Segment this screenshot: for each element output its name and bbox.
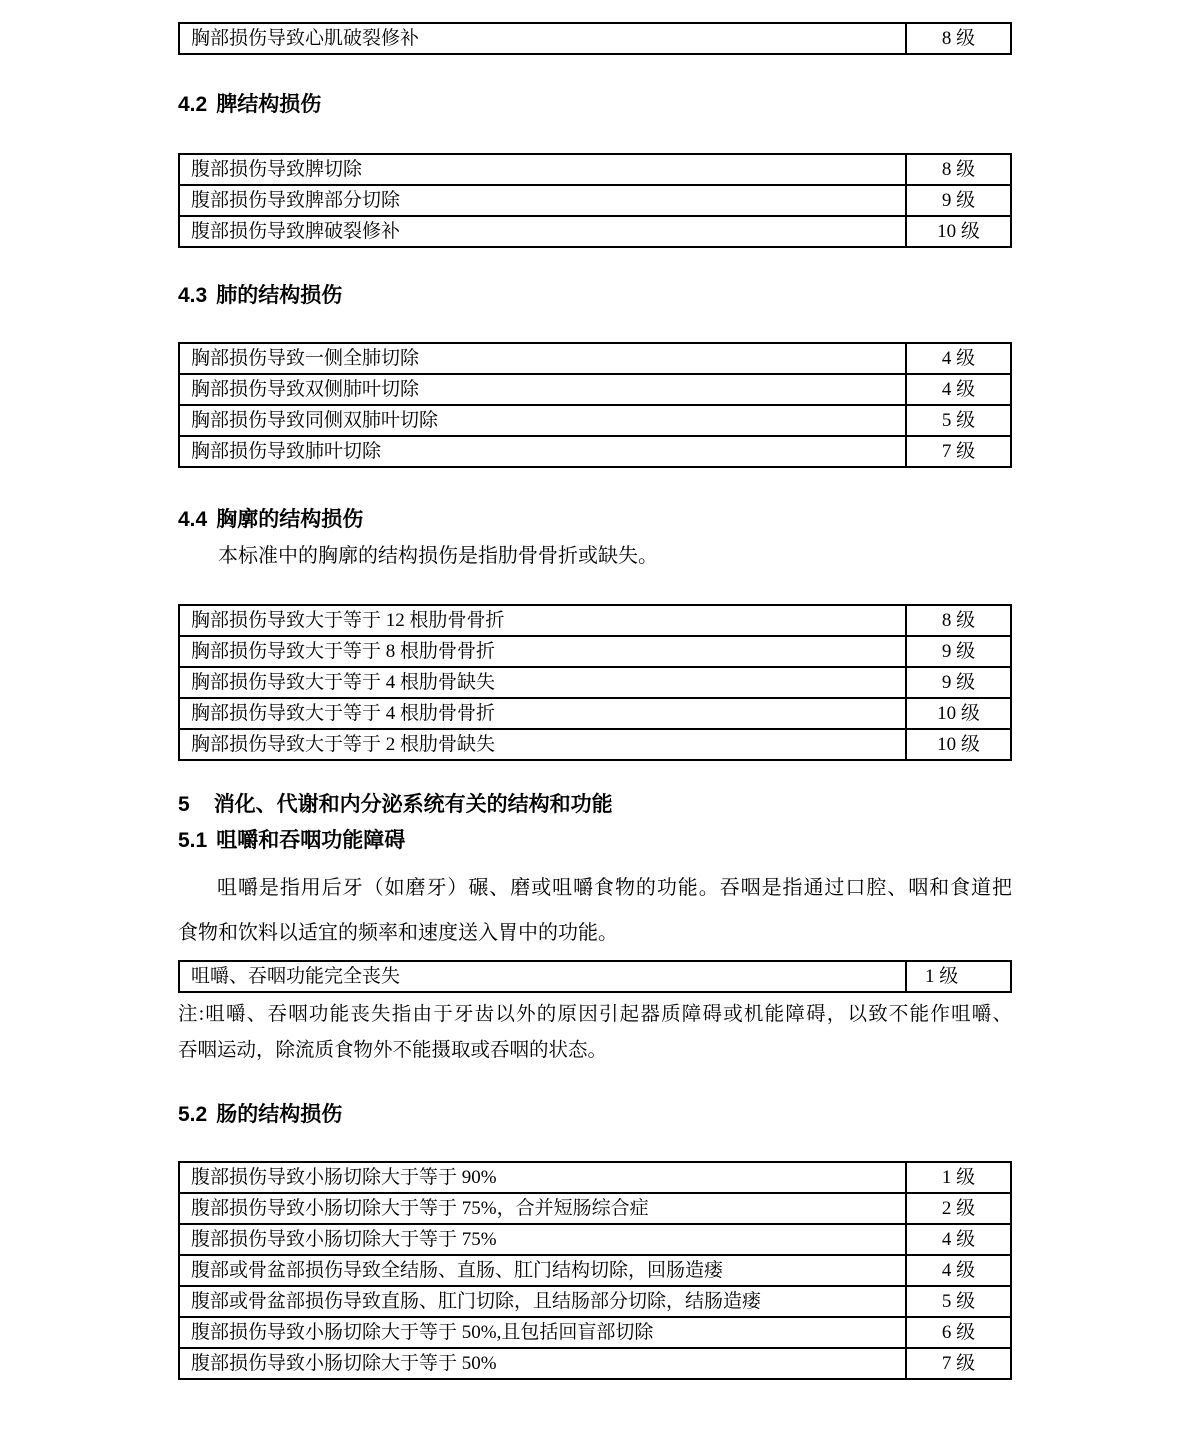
injury-description: 胸部损伤导致大于等于 4 根肋骨骨折: [179, 698, 906, 729]
section-title: 咀嚼和吞咽功能障碍: [216, 829, 406, 852]
injury-grade: 4 级: [906, 1224, 1011, 1255]
injury-grade: 10 级: [906, 216, 1011, 247]
table-row: [179, 698, 1011, 729]
injury-description: 腹部损伤导致小肠切除大于等于 75%，合并短肠综合症: [179, 1193, 906, 1224]
table-row: [179, 1162, 1011, 1193]
injury-description: 腹部损伤导致小肠切除大于等于 50%,且包括回盲部切除: [179, 1317, 906, 1348]
note-line: 吞咽运动，除流质食物外不能摄取或吞咽的状态。: [178, 1040, 608, 1061]
table-row: [179, 1348, 1011, 1379]
table-row: [179, 436, 1011, 467]
injury-description: 胸部损伤导致大于等于 2 根肋骨缺失: [179, 729, 906, 760]
table-row: [179, 216, 1011, 247]
injury-grade: 1 级: [906, 1162, 1011, 1193]
spleen-injury-table: [178, 153, 1012, 248]
injury-description: 胸部损伤导致双侧肺叶切除: [179, 374, 906, 405]
injury-grade: 8 级: [906, 154, 1011, 185]
note-line: 注:咀嚼、吞咽功能丧失指由于牙齿以外的原因引起器质障碍或机能障碍，以致不能作咀嚼、: [178, 1004, 1012, 1025]
injury-description: 胸部损伤导致大于等于 4 根肋骨缺失: [179, 667, 906, 698]
injury-grade: 10 级: [906, 698, 1011, 729]
injury-grade: 6 级: [906, 1317, 1011, 1348]
rib-injury-table: [178, 604, 1012, 761]
chewing-swallowing-table: [178, 960, 1012, 993]
section-heading-5-2: [178, 1103, 1012, 1127]
section-number: 5.1: [178, 829, 208, 852]
injury-description: 腹部损伤导致脾切除: [179, 154, 906, 185]
section-5-1-note: [178, 997, 1012, 1069]
section-title: 胸廓的结构损伤: [216, 508, 364, 531]
section-number: 4.2: [178, 93, 208, 116]
section-heading-5-1: [178, 829, 1012, 853]
section-number: 4.4: [178, 508, 208, 531]
injury-grade: 4 级: [906, 1255, 1011, 1286]
injury-description: 胸部损伤导致大于等于 12 根肋骨骨折: [179, 605, 906, 636]
section-heading-4-2: [178, 93, 1012, 117]
injury-grade: 8 级: [906, 605, 1011, 636]
chapter-title: 消化、代谢和内分泌系统有关的结构和功能: [213, 793, 613, 816]
table-row: [179, 605, 1011, 636]
section-5-1-paragraph: [178, 866, 1012, 956]
injury-grade: 9 级: [906, 667, 1011, 698]
table-row: [179, 961, 1011, 992]
intestine-injury-table: [178, 1161, 1012, 1380]
paragraph-line: 食物和饮料以适宜的频率和速度送入胃中的功能。: [178, 922, 618, 944]
injury-grade: 10 级: [906, 729, 1011, 760]
injury-grade: 7 级: [906, 436, 1011, 467]
injury-description: 腹部损伤导致脾部分切除: [179, 185, 906, 216]
section-4-4-paragraph: 本标准中的胸廓的结构损伤是指肋骨骨折或缺失。: [218, 545, 658, 567]
injury-description: 胸部损伤导致同侧双肺叶切除: [179, 405, 906, 436]
section-number: 4.3: [178, 284, 208, 307]
injury-grade: 5 级: [906, 1286, 1011, 1317]
table-row: [179, 636, 1011, 667]
section-title: 肺的结构损伤: [216, 284, 343, 307]
table-row: [179, 374, 1011, 405]
injury-grade: 9 级: [906, 636, 1011, 667]
injury-description: 胸部损伤导致肺叶切除: [179, 436, 906, 467]
lung-injury-table: [178, 342, 1012, 468]
injury-description: 腹部或骨盆部损伤导致直肠、肛门切除，且结肠部分切除，结肠造瘘: [179, 1286, 906, 1317]
table-row: [179, 1224, 1011, 1255]
injury-grade: 4 级: [906, 343, 1011, 374]
injury-grade: 5 级: [906, 405, 1011, 436]
section-title: 脾结构损伤: [216, 93, 322, 116]
document-page: [0, 22, 1190, 1447]
injury-description: 腹部损伤导致小肠切除大于等于 50%: [179, 1348, 906, 1379]
section-heading-4-4: [178, 508, 1012, 532]
section-number: 5.2: [178, 1103, 208, 1126]
table-row: [179, 343, 1011, 374]
injury-description: 腹部损伤导致小肠切除大于等于 90%: [179, 1162, 906, 1193]
chapter-heading-5: [178, 793, 1012, 817]
injury-description: 胸部损伤导致一侧全肺切除: [179, 343, 906, 374]
injury-grade: 4 级: [906, 374, 1011, 405]
injury-grade: 8 级: [906, 23, 1011, 54]
section-heading-4-3: [178, 284, 1012, 308]
chapter-number: 5: [178, 793, 190, 816]
injury-description: 胸部损伤导致大于等于 8 根肋骨骨折: [179, 636, 906, 667]
injury-description: 腹部损伤导致小肠切除大于等于 75%: [179, 1224, 906, 1255]
section-title: 肠的结构损伤: [216, 1103, 343, 1126]
table-row: [179, 405, 1011, 436]
table-row: [179, 1317, 1011, 1348]
heart-injury-table: [178, 22, 1012, 55]
injury-description: 咀嚼、吞咽功能完全丧失: [179, 961, 906, 992]
paragraph-line: 咀嚼是指用后牙（如磨牙）碾、磨或咀嚼食物的功能。吞咽是指通过口腔、咽和食道把: [217, 877, 1012, 899]
injury-grade: 7 级: [906, 1348, 1011, 1379]
table-row: [179, 23, 1011, 54]
injury-grade: 9 级: [906, 185, 1011, 216]
injury-description: 腹部或骨盆部损伤导致全结肠、直肠、肛门结构切除，回肠造瘘: [179, 1255, 906, 1286]
table-row: [179, 1286, 1011, 1317]
table-row: [179, 185, 1011, 216]
injury-description: 胸部损伤导致心肌破裂修补: [179, 23, 906, 54]
table-row: [179, 1255, 1011, 1286]
table-row: [179, 154, 1011, 185]
table-row: [179, 667, 1011, 698]
table-row: [179, 1193, 1011, 1224]
injury-grade: 1 级: [906, 961, 1011, 992]
injury-grade: 2 级: [906, 1193, 1011, 1224]
table-row: [179, 729, 1011, 760]
injury-description: 腹部损伤导致脾破裂修补: [179, 216, 906, 247]
